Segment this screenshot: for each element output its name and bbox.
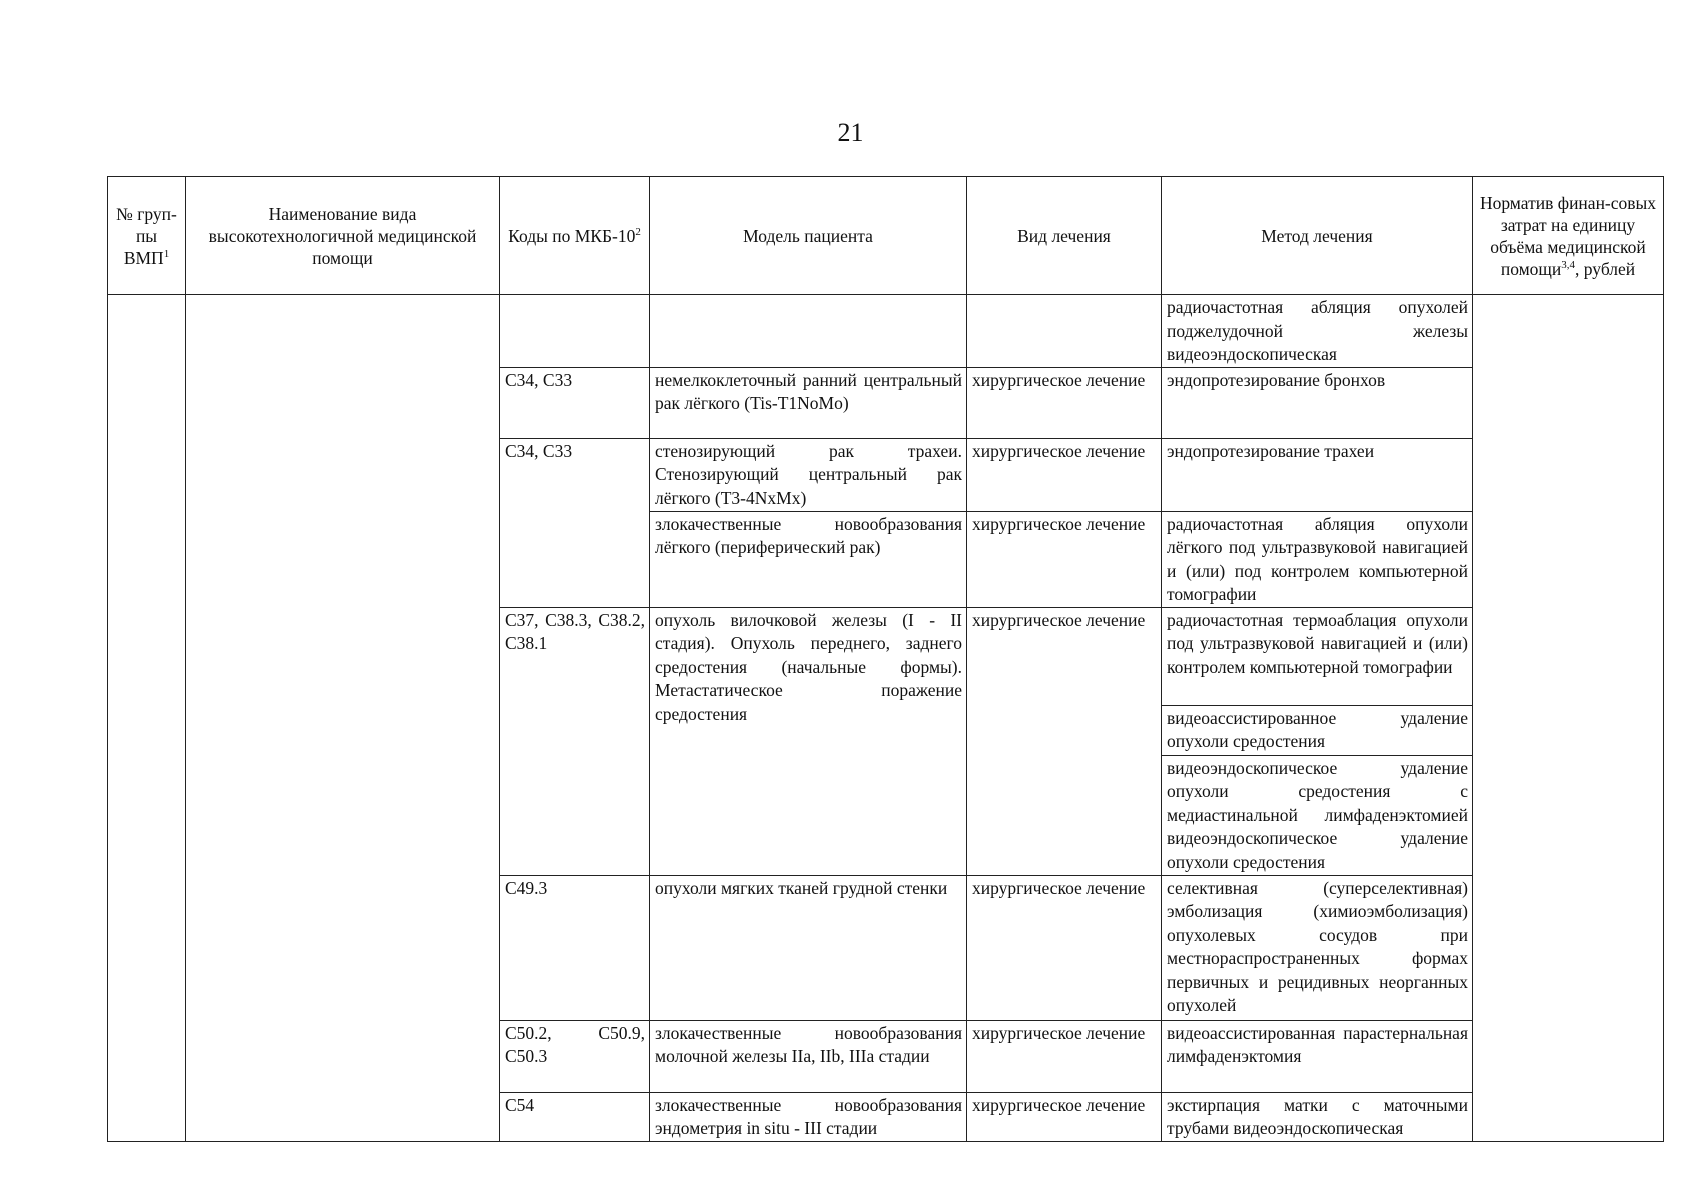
treatment-method-item: радиочастотная термоаблация опухоли под ультразвуковой навигацией и (или) контролем компьютерной томографии [1167, 609, 1468, 677]
header-patient-model: Модель пациента [650, 177, 967, 295]
icd-codes-cell: C49.3 [500, 875, 650, 1020]
treatment-method-item: видеоассистированное удаление опухоли средостения [1162, 705, 1472, 755]
treatment-type-cell: хирургическое лечение [967, 607, 1162, 875]
icd-codes-cell: C34, C33 [500, 438, 650, 607]
patient-model-cell: опухоль вилочковой железы (I - II стадия). Опухоль переднего, заднего средостения (начальные формы). Метастатическое поражение средостения [650, 607, 967, 875]
header-treatment-method: Метод лечения [1162, 177, 1473, 295]
treatment-method-cell: видеоассистированная парастернальная лимфаденэктомия [1162, 1020, 1473, 1092]
treatment-method-cell [1162, 607, 1473, 875]
page-number: 21 [837, 118, 864, 147]
header-cost-standard: Норматив финан-совых затрат на единицу объёма медицинской помощи$^{3,4}$, рублей [1473, 177, 1664, 295]
patient-model-cell: злокачественные новообразования эндометрия in situ - III стадии [650, 1092, 967, 1141]
table-header-row [108, 177, 1664, 295]
treatment-method-cell: эндопротезирование трахеи [1162, 438, 1473, 511]
patient-model-cell: немелкоклеточный ранний центральный рак лёгкого (Tis-T1NoMo) [650, 367, 967, 438]
treatment-type-cell: хирургическое лечение [967, 511, 1162, 607]
treatment-type-cell: хирургическое лечение [967, 367, 1162, 438]
table-row [108, 295, 1664, 368]
care-type-cell [186, 295, 500, 1142]
patient-model-cell [650, 295, 967, 368]
patient-model-cell: злокачественные новообразования лёгкого (периферический рак) [650, 511, 967, 607]
header-group-number: № груп-пы ВМП$^1$ [108, 177, 186, 295]
treatment-type-cell: хирургическое лечение [967, 438, 1162, 511]
treatment-method-cell: селективная (суперселективная) эмболизация (химиоэмболизация) опухолевых сосудов при местнораспространенных формах первичных и рецидивных неорганных опухолей [1162, 875, 1473, 1020]
header-treatment-type: Вид лечения [967, 177, 1162, 295]
icd-codes-cell [500, 295, 650, 368]
icd-codes-cell: C34, C33 [500, 367, 650, 438]
group-number-cell [108, 295, 186, 1142]
treatment-method-item: видеоэндоскопическое удаление опухоли средостения с медиастинальной лимфаденэктомией видеоэндоскопическое удаление опухоли средостения [1162, 755, 1472, 875]
treatment-method-cell: эндопротезирование бронхов [1162, 367, 1473, 438]
header-care-type: Наименование вида высокотехнологичной медицинской помощи [186, 177, 500, 295]
treatment-method-cell: экстирпация матки с маточными трубами видеоэндоскопическая [1162, 1092, 1473, 1141]
treatment-method-cell: радиочастотная абляция опухоли лёгкого под ультразвуковой навигацией и (или) под контролем компьютерной томографии [1162, 511, 1473, 607]
treatment-type-cell [967, 295, 1162, 368]
patient-model-cell: злокачественные новообразования молочной железы IIa, IIb, IIIa стадии [650, 1020, 967, 1092]
treatment-type-cell: хирургическое лечение [967, 875, 1162, 1020]
treatment-type-cell: хирургическое лечение [967, 1020, 1162, 1092]
icd-codes-cell: C37, C38.3, C38.2, C38.1 [500, 607, 650, 875]
cost-standard-cell [1473, 295, 1664, 1142]
patient-model-cell: стенозирующий рак трахеи. Стенозирующий центральный рак лёгкого (T3-4NxMx) [650, 438, 967, 511]
treatment-method-cell: радиочастотная абляция опухолей поджелудочной железы видеоэндоскопическая [1162, 295, 1473, 368]
patient-model-cell: опухоли мягких тканей грудной стенки [650, 875, 967, 1020]
header-icd-codes: Коды по МКБ-$10^2$ [500, 177, 650, 295]
icd-codes-cell: C54 [500, 1092, 650, 1141]
icd-codes-cell: C50.2, C50.9, C50.3 [500, 1020, 650, 1092]
treatment-type-cell: хирургическое лечение [967, 1092, 1162, 1141]
vmp-table [107, 176, 1664, 1142]
